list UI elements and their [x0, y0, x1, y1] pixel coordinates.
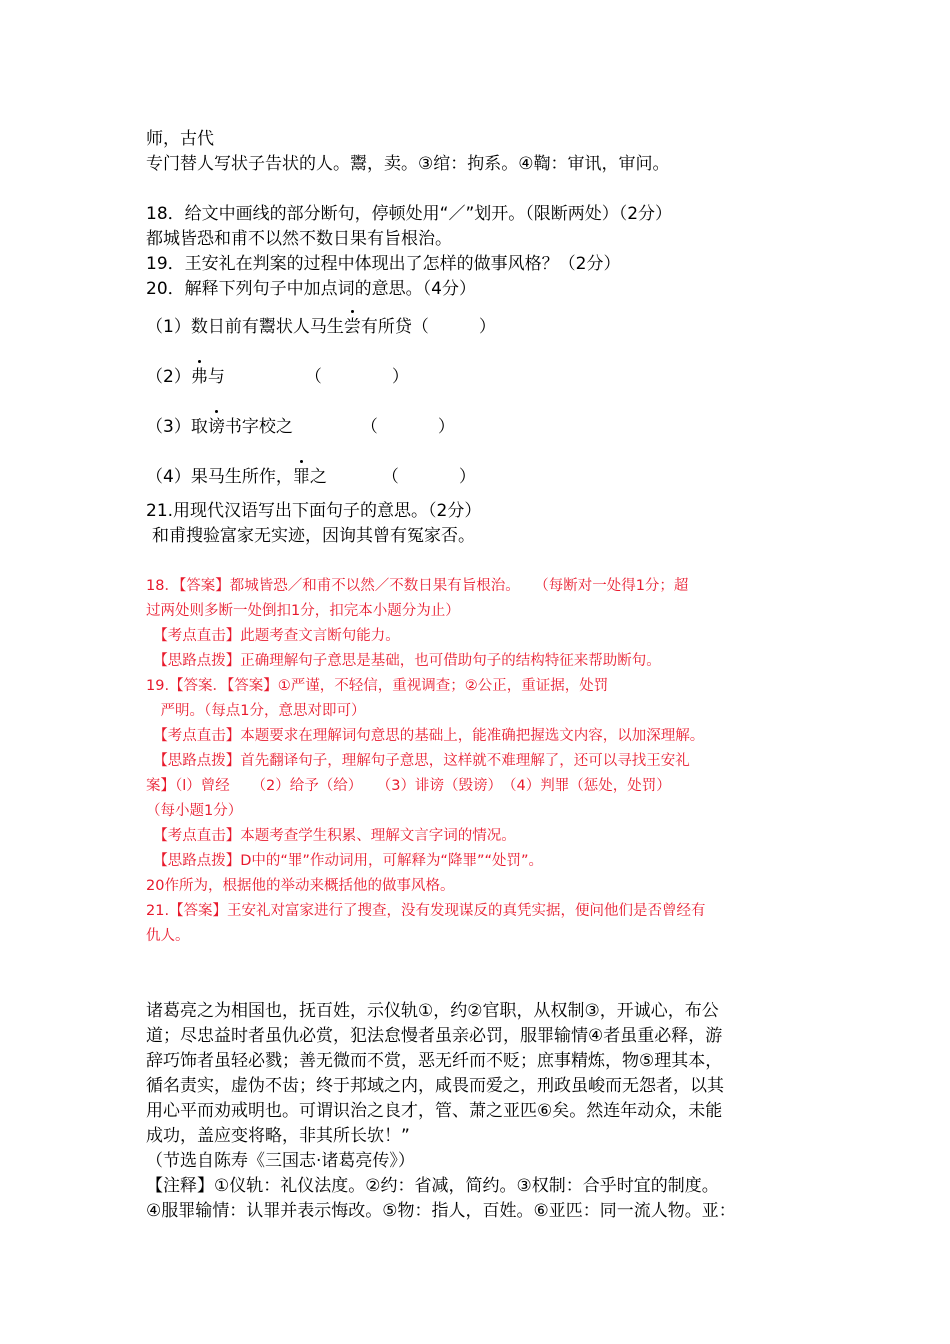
q20-item-2 [146, 366, 409, 388]
item-post: 之 [309, 467, 327, 487]
item-close: ） [391, 367, 409, 387]
dotted-word: 弗 [190, 367, 208, 387]
question-18: 18．给文中画线的部分断句，停顿处用“／”划开。（限断两处）（2分） [146, 204, 673, 224]
item-pre: 数日前有鬻状人马生 [190, 317, 344, 337]
answer-line: 21.【答案】王安礼对富家进行了搜查，没有发现谋反的真凭实据，便问他们是否曾经有 [146, 903, 706, 919]
item-post: 有所贷（ [360, 317, 429, 337]
answer-line: 18．【答案】都城皆恐／和甫不以然／不数日果有旨根治。 （每断对一处得1分；超 [146, 578, 689, 594]
note-line: 专门替人写状子告状的人。鬻，卖。③绾：拘系。④鞫：审讯，审问。 [146, 154, 670, 174]
passage-line: 道；尽忠益时者虽仇必赏，犯法怠慢者虽亲必罚，服罪输情④者虽重必释，游 [146, 1026, 723, 1046]
question-21-text: 和甫搜验富家无实迹，因询其曾有冤家否。 [152, 526, 475, 546]
question-18-text: 都城皆恐和甫不以然不数日果有旨根治。 [146, 229, 452, 249]
item-number: （4） [146, 467, 191, 487]
passage-notes: ④服罪输情：认罪并表示悔改。⑤物：指人，百姓。⑥亚匹：同一流人物。亚： [146, 1201, 736, 1221]
answer-line: 20作所为，根据他的举动来概括他的做事风格。 [146, 878, 455, 894]
item-close: ） [458, 467, 476, 487]
answer-line: 严明。（每点1分，意思对即可） [146, 703, 366, 719]
item-post: 书字校之 [224, 417, 293, 437]
question-20: 20．解释下列句子中加点词的意思。（4分） [146, 279, 476, 299]
answer-line: （每小题1分） [146, 803, 243, 819]
item-close: ） [478, 317, 496, 337]
passage-line: 循名责实，虚伪不齿；终于邦域之内，咸畏而爱之，刑政虽峻而无怨者，以其 [146, 1076, 724, 1096]
item-open: （ [381, 467, 399, 487]
dotted-word: 罪 [292, 467, 310, 487]
answer-line: 19.【答案．【答案】①严谨，不轻信，重视调查；②公正，重证据，处罚 [146, 678, 609, 694]
passage-line: 诸葛亮之为相国也，抚百姓，示仪轨①，约②官职，从权制③，开诚心，布公 [146, 1001, 719, 1021]
answer-line: 过两处则多断一处倒扣1分，扣完本小题分为止） [146, 603, 460, 619]
item-close: ） [437, 417, 455, 437]
question-19: 19．王安礼在判案的过程中体现出了怎样的做事风格？（2分） [146, 254, 621, 274]
passage-line: 成功，盖应变将略，非其所长欤！” [146, 1126, 410, 1146]
item-number: （2） [146, 367, 191, 387]
answer-line: 【考点直击】本题要求在理解词句意思的基础上，能准确把握选文内容，以加深理解。 [146, 728, 705, 744]
passage-source: （节选自陈寿《三国志·诸葛亮传》） [146, 1151, 415, 1171]
q20-item-4 [146, 466, 476, 488]
item-open: （ [304, 367, 322, 387]
passage-line: 用心平而劝戒明也。可谓识治之良才，管、萧之亚匹⑥矣。然连年动众，未能 [146, 1101, 723, 1121]
note-line: 师，古代 [146, 129, 214, 149]
answer-line: 【思路点拨】正确理解句子意思是基础，也可借助句子的结构特征来帮助断句。 [146, 653, 661, 669]
item-pre: 果马生所作， [190, 467, 293, 487]
answer-line: 案】（l）曾经 （2）给予（给） （3）诽谤（毁谤） （4）判罪（惩处，处罚） [146, 778, 671, 794]
item-open: （ [360, 417, 378, 437]
item-number: （3） [146, 417, 191, 437]
item-number: （1） [146, 317, 191, 337]
q20-item-1 [146, 316, 496, 338]
answer-line: 【思路点拨】首先翻译句子，理解句子意思，这样就不难理解了，还可以寻找王安礼 [146, 753, 690, 769]
passage-notes: 【注释】①仪轨：礼仪法度。②约：省减，简约。③权制：合乎时宜的制度。 [146, 1176, 719, 1196]
question-21: 21.用现代汉语写出下面句子的意思。（2分） [146, 501, 482, 521]
item-pre: 取 [190, 417, 208, 437]
passage-line: 辞巧饰者虽轻必戮；善无微而不赏，恶无纤而不贬；庶事精炼，物⑤理其本， [146, 1051, 723, 1071]
answer-line: 【考点直击】本题考查学生积累、理解文言字词的情况。 [146, 828, 516, 844]
item-post: 与 [207, 367, 225, 387]
dotted-word: 尝 [343, 317, 361, 337]
q20-item-3 [146, 416, 455, 438]
dotted-word: 谤 [207, 417, 225, 437]
answer-line: 【思路点拨】D中的“罪”作动词用，可解释为“降罪”“处罚”。 [146, 853, 543, 869]
answer-line: 仇人。 [146, 928, 190, 944]
answer-line: 【考点直击】此题考查文言断句能力。 [146, 628, 400, 644]
